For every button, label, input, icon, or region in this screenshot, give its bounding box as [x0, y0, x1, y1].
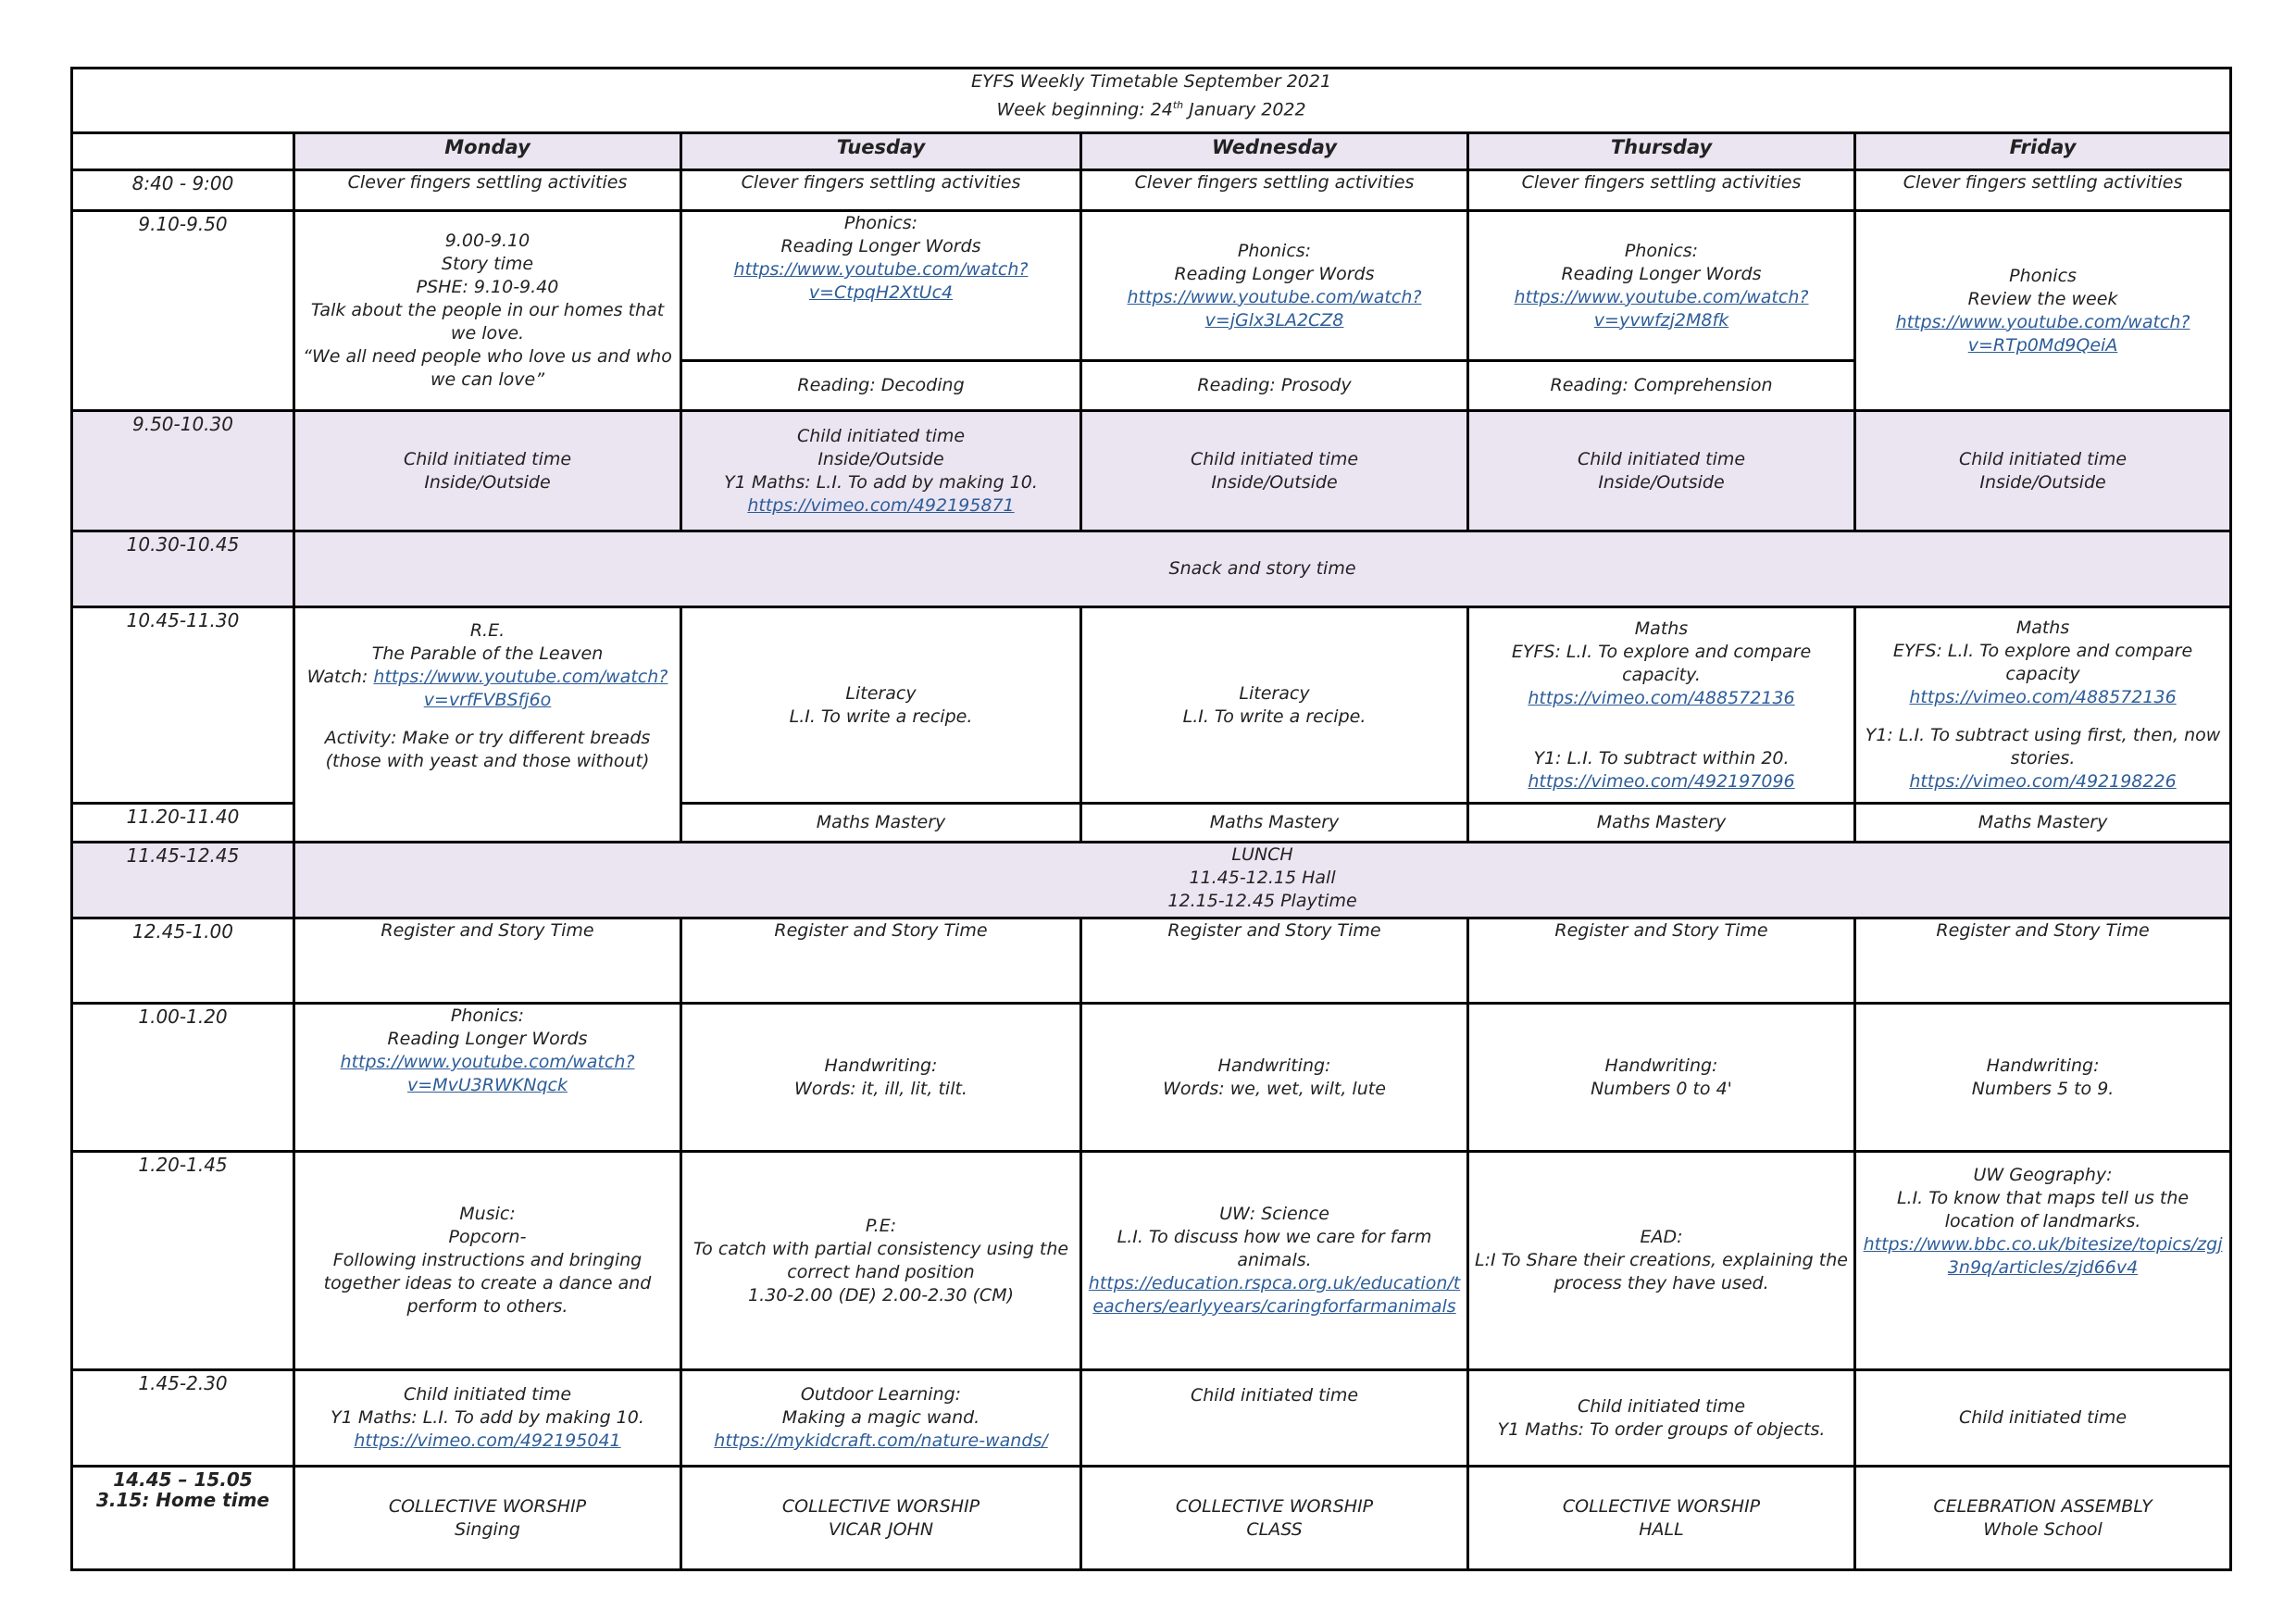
- day-thursday: Thursday: [1468, 133, 1855, 170]
- pe-tuesday: P.E: To catch with partial consistency using the correct hand position 1.30-2.00 (DE) 2.00-2.30 (CM): [681, 1152, 1081, 1370]
- handwriting-tuesday: Handwriting: Words: it, ill, lit, tilt.: [681, 1004, 1081, 1152]
- phonics-wednesday: Phonics: Reading Longer Words https://www.youtube.com/watch?v=jGlx3LA2CZ8: [1081, 211, 1468, 361]
- day-header-row: [72, 133, 2231, 170]
- literacy-tuesday: Literacy L.I. To write a recipe.: [681, 607, 1081, 804]
- register-friday: Register and Story Time: [1855, 918, 2231, 1004]
- maths-mastery-wednesday: Maths Mastery: [1081, 804, 1468, 843]
- settling-tuesday: Clever fingers settling activities: [681, 170, 1081, 211]
- phonics-thursday: Phonics: Reading Longer Words https://www.youtube.com/watch?v=yvwfzj2M8fk: [1468, 211, 1855, 361]
- row-child-initiated: [72, 411, 2231, 531]
- time-cell: 1.00-1.20: [72, 1004, 294, 1152]
- handwriting-thursday: Handwriting: Numbers 0 to 4': [1468, 1004, 1855, 1152]
- phonics-friday: Phonics Review the week https://www.youtube.com/watch?v=RTp0Md9QeiA: [1855, 211, 2231, 411]
- lunch-cell: LUNCH 11.45-12.15 Hall 12.15-12.45 Playtime: [294, 843, 2231, 918]
- worship-thursday: COLLECTIVE WORSHIP HALL: [1468, 1467, 1855, 1570]
- row-handwriting: [72, 1004, 2231, 1152]
- row-phonics: [72, 211, 2231, 361]
- reading-thursday: Reading: Comprehension: [1468, 361, 1855, 411]
- maths-thursday: Maths EYFS: L.I. To explore and compare capacity. https://vimeo.com/488572136 Y1: L.I. To subtract within 20. https://vimeo.com/492197096: [1468, 607, 1855, 804]
- day-tuesday: Tuesday: [681, 133, 1081, 170]
- time-cell: 11.20-11.40: [72, 804, 294, 843]
- register-tuesday: Register and Story Time: [681, 918, 1081, 1004]
- time-cell: 9.10-9.50: [72, 211, 294, 411]
- row-worship: [72, 1467, 2231, 1570]
- day-wednesday: Wednesday: [1081, 133, 1468, 170]
- cit-wednesday: Child initiated time Inside/Outside: [1081, 411, 1468, 531]
- time-cell: 1.45-2.30: [72, 1370, 294, 1467]
- maths-mastery-tuesday: Maths Mastery: [681, 804, 1081, 843]
- geography-friday-link[interactable]: https://www.bbc.co.uk/bitesize/topics/zgj3n9q/articles/zjd66v4: [1863, 1234, 2223, 1278]
- outdoor-learning-link[interactable]: https://mykidcraft.com/nature-wands/: [714, 1430, 1048, 1451]
- day-friday: Friday: [1855, 133, 2231, 170]
- time-cell: 11.45-12.45: [72, 843, 294, 918]
- maths-thursday-link-2[interactable]: https://vimeo.com/492197096: [1528, 770, 1795, 792]
- row-lunch: [72, 843, 2231, 918]
- phonics-monday-pm: Phonics: Reading Longer Words https://www.youtube.com/watch?v=MvU3RWKNqck: [294, 1004, 681, 1152]
- science-wednesday: UW: Science L.I. To discuss how we care for farm animals. https://education.rspca.org.uk/education/teachers/earlyyears/caringforfarmanimals: [1081, 1152, 1468, 1370]
- row-morning-lesson: [72, 607, 2231, 804]
- assembly-friday: CELEBRATION ASSEMBLY Whole School: [1855, 1467, 2231, 1570]
- maths-mastery-friday: Maths Mastery: [1855, 804, 2231, 843]
- outdoor-learning-tuesday: Outdoor Learning: Making a magic wand. https://mykidcraft.com/nature-wands/: [681, 1370, 1081, 1467]
- snack-story-time: Snack and story time: [294, 531, 2231, 607]
- cit-friday: Child initiated time Inside/Outside: [1855, 411, 2231, 531]
- cit-thursday: Child initiated time Inside/Outside: [1468, 411, 1855, 531]
- cit-monday: Child initiated time Inside/Outside: [294, 411, 681, 531]
- pshe-monday: 9.00-9.10 Story time PSHE: 9.10-9.40 Talk about the people in our homes that we love. “We all need people who love us and who we can love”: [294, 211, 681, 411]
- re-monday-link[interactable]: https://www.youtube.com/watch?v=vrfFVBSfj6o: [373, 667, 668, 710]
- time-cell: 9.50-10.30: [72, 411, 294, 531]
- time-cell: 8:40 - 9:00: [72, 170, 294, 211]
- science-wednesday-link[interactable]: https://education.rspca.org.uk/education/teachers/earlyyears/caringforfarmanimals: [1088, 1273, 1461, 1317]
- ead-thursday: EAD: L:I To Share their creations, explaining the process they have used.: [1468, 1152, 1855, 1370]
- cit-tuesday: Child initiated time Inside/Outside Y1 Maths: L.I. To add by making 10. https://vimeo.com/492195871: [681, 411, 1081, 531]
- geography-friday: UW Geography: L.I. To know that maps tell us the location of landmarks. https://www.bbc.co.uk/bitesize/topics/zgj3n9q/articles/zjd66v4: [1855, 1152, 2231, 1370]
- day-monday: Monday: [294, 133, 681, 170]
- time-cell: 12.45-1.00: [72, 918, 294, 1004]
- literacy-wednesday: Literacy L.I. To write a recipe.: [1081, 607, 1468, 804]
- timetable-title: EYFS Weekly Timetable September 2021 Week beginning: 24th January 2022: [72, 69, 2231, 133]
- reading-wednesday: Reading: Prosody: [1081, 361, 1468, 411]
- settling-wednesday: Clever fingers settling activities: [1081, 170, 1468, 211]
- title-row: [72, 69, 2231, 133]
- time-cell: 10.30-10.45: [72, 531, 294, 607]
- handwriting-friday: Handwriting: Numbers 5 to 9.: [1855, 1004, 2231, 1152]
- reading-tuesday: Reading: Decoding: [681, 361, 1081, 411]
- row-afternoon-lesson: [72, 1152, 2231, 1370]
- phonics-tuesday: Phonics: Reading Longer Words https://www.youtube.com/watch?v=CtpqH2XtUc4: [681, 211, 1081, 361]
- maths-friday: Maths EYFS: L.I. To explore and compare capacity https://vimeo.com/488572136 Y1: L.I. To subtract using first, then, now stories. https://vimeo.com/492198226: [1855, 607, 2231, 804]
- row-register: [72, 918, 2231, 1004]
- worship-tuesday: COLLECTIVE WORSHIP VICAR JOHN: [681, 1467, 1081, 1570]
- re-monday: R.E. The Parable of the Leaven Watch: https://www.youtube.com/watch?v=vrfFVBSfj6o Activity: Make or try different breads (those with yeast and those without): [294, 607, 681, 843]
- time-cell: 10.45-11.30: [72, 607, 294, 804]
- settling-thursday: Clever fingers settling activities: [1468, 170, 1855, 211]
- header-blank: [72, 133, 294, 170]
- cit-thursday-pm: Child initiated time Y1 Maths: To order groups of objects.: [1468, 1370, 1855, 1467]
- cit-monday-pm: Child initiated time Y1 Maths: L.I. To add by making 10. https://vimeo.com/492195041: [294, 1370, 681, 1467]
- maths-friday-link-2[interactable]: https://vimeo.com/492198226: [1909, 771, 2177, 792]
- worship-wednesday: COLLECTIVE WORSHIP CLASS: [1081, 1467, 1468, 1570]
- cit-friday-pm: Child initiated time: [1855, 1370, 2231, 1467]
- cit-tuesday-link[interactable]: https://vimeo.com/492195871: [747, 494, 1015, 516]
- timetable: [70, 67, 2232, 1571]
- cit-wednesday-pm: Child initiated time: [1081, 1370, 1468, 1467]
- handwriting-wednesday: Handwriting: Words: we, wet, wilt, lute: [1081, 1004, 1468, 1152]
- row-afternoon-activity: [72, 1370, 2231, 1467]
- phonics-thursday-link[interactable]: https://www.youtube.com/watch?v=yvwfzj2M8fk: [1514, 286, 1809, 331]
- time-cell: 1.20-1.45: [72, 1152, 294, 1370]
- time-cell: 14.45 – 15.05 3.15: Home time: [72, 1467, 294, 1570]
- phonics-monday-link[interactable]: https://www.youtube.com/watch?v=MvU3RWKNqck: [340, 1052, 635, 1095]
- music-monday: Music: Popcorn- Following instructions and bringing together ideas to create a dance and perform to others.: [294, 1152, 681, 1370]
- worship-monday: COLLECTIVE WORSHIP Singing: [294, 1467, 681, 1570]
- row-settling: [72, 170, 2231, 211]
- row-snack: [72, 531, 2231, 607]
- maths-friday-link-1[interactable]: https://vimeo.com/488572136: [1909, 687, 2177, 707]
- phonics-tuesday-link[interactable]: https://www.youtube.com/watch?v=CtpqH2XtUc4: [733, 259, 1029, 303]
- register-thursday: Register and Story Time: [1468, 918, 1855, 1004]
- register-monday: Register and Story Time: [294, 918, 681, 1004]
- maths-mastery-thursday: Maths Mastery: [1468, 804, 1855, 843]
- maths-thursday-link-1[interactable]: https://vimeo.com/488572136: [1528, 687, 1795, 708]
- cit-monday-pm-link[interactable]: https://vimeo.com/492195041: [354, 1430, 621, 1451]
- phonics-wednesday-link[interactable]: https://www.youtube.com/watch?v=jGlx3LA2CZ8: [1127, 286, 1422, 331]
- settling-monday: Clever fingers settling activities: [294, 170, 681, 211]
- phonics-friday-link[interactable]: https://www.youtube.com/watch?v=RTp0Md9QeiA: [1895, 311, 2190, 356]
- settling-friday: Clever fingers settling activities: [1855, 170, 2231, 211]
- register-wednesday: Register and Story Time: [1081, 918, 1468, 1004]
